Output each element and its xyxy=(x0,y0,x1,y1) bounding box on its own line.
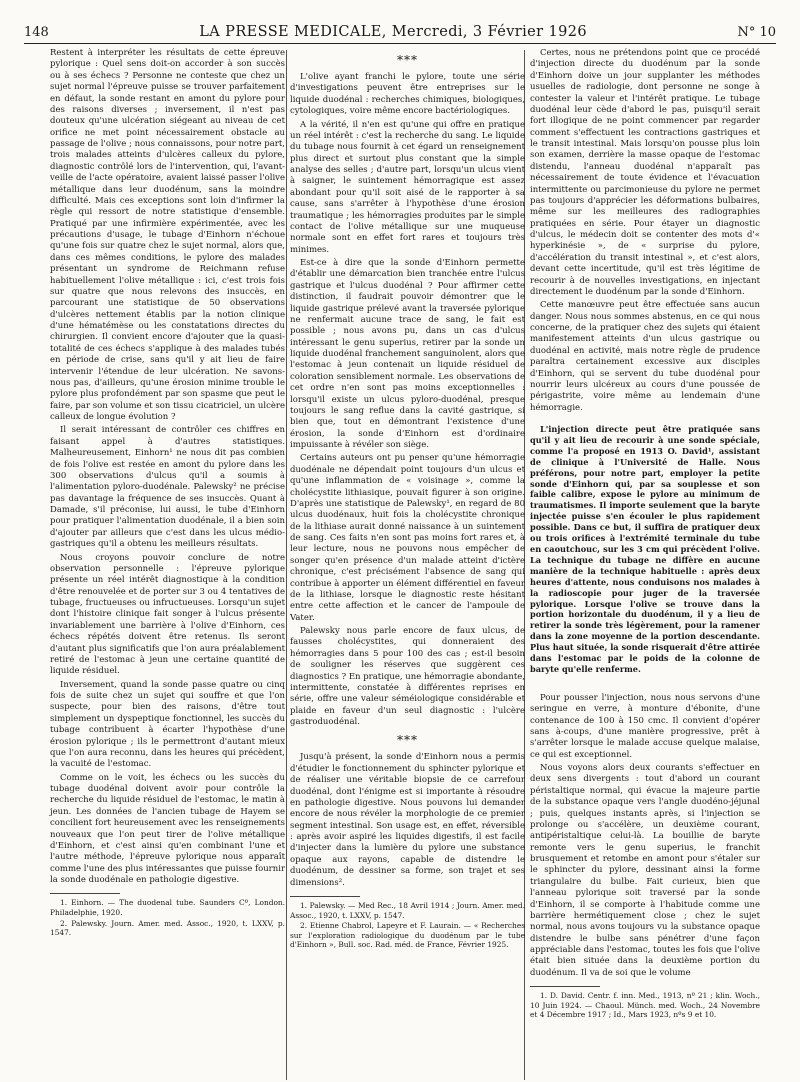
section-separator-stars: *** xyxy=(397,53,418,67)
footnote: 2. Palewsky. Journ. Amer. med. Assoc., 1920, t. LXXV, p. 1547. xyxy=(50,918,285,938)
paragraph: Nous voyons alors deux courants s'effectuer en deux sens divergents : tout d'abord un courant péristaltique normal, qui évacue la majeure partie de la substance opaque vers l'angle duodéno-jéjunal ; puis, quelques instants après, si l'injection se prolonge ou s'accélère, un deuxième courant, antipéristaltique celui-là. La bouillie de baryte remonte vers le genu superius, le franchit brusquement et retombe en amont pour s'étaler sur le sphincter du pylore, dessinant ainsi la forme triangulaire du bulbe. Fait curieux, bien que l'anneau pylorique soit traversé par la sonde d'Einhorn, il se comporte à l'habitude comme une barrière hermétiquement close ; chez le sujet normal, nous avons toujours vu la substance opaque distendre le bulbe sans pénétrer d'une façon appréciable dans l'estomac, toutes les fois que l'olive était bien située dans la deuxième portion du duodénum. Il va de soi que le volume xyxy=(530,763,760,978)
paragraph: A la vérité, il n'en est qu'une qui offre en pratique un réel intérêt : c'est la recherche du sang. Le liquide du tubage nous fournit à cet égard un renseignement plus direct et surtout plus constant que la simple analyse des selles ; d'autre part, lorsqu'un ulcus vient à saigner, le suintement hémorragique est assez abondant pour qu'il soit aisé de le rapporter à sa cause, sans s'arrêter à l'hypothèse d'une érosion traumatique ; les hémorragies produites par le simple contact de l'olive métallique sur une muqueuse normale sont en effet fort rares et toujours très minimes. xyxy=(290,119,525,255)
paragraph: Inversement, quand la sonde passe quatre ou cinq fois de suite chez un sujet qui souffre et que l'on suspecte, pour bien des raisons, d'être tout simplement un dyspeptique fonctionnel, les succès du tubage contribuent à écarter l'hypothèse d'une érosion pylorique ; ils le permettront d'autant mieux que l'on aura reconnu, dans les heures qui précèdent, la vacuité de l'estomac. xyxy=(50,679,285,770)
paragraph: Certains auteurs ont pu penser qu'une hémorragie duodénale ne dépendait point toujours d'un ulcus et qu'une inflammation de « voisinage », comme la cholécystite lithiasique, pouvait figurer à son origine. D'après une statistique de Palewsky¹, en regard de 80 ulcus duodénaux, huit fois la cholécystite chronique de la lithiase aurait donné naissance à un suintement de sang. Ces faits n'en sont pas moins fort rares et, à leur lecture, nous ne pouvons nous empêcher de songer qu'en présence d'un malade atteint d'ictère chronique, c'est précisément l'absence de sang qui contribue à apporter un élément différentiel en faveur de la lithiase, lorsque le diagnostic reste hésitant entre cette affection et le cancer de l'ampoule de Vater. xyxy=(290,453,525,623)
footnote: 1. Palewsky. — Med Rec., 18 Avril 1914 ; Journ. Amer. med. Assoc., 1920, t. LXXV, p. 1547. xyxy=(290,900,525,920)
paragraph: L'injection directe peut être pratiquée sans qu'il y ait lieu de recourir à une sonde spéciale, comme l'a proposé en 1913 O. David¹, assistant de clinique à l'Université de Halle. Nous préférons, pour notre part, employer la petite sonde d'Einhorn qui, par sa souplesse et son faible calibre, expose le pylore au minimum de traumatismes. Il importe seulement que la baryte injectée puisse s'en écouler le plus rapidement possible. Dans ce but, il suffira de pratiquer deux ou trois orifices à l'extrémité terminale du tube en caoutchouc, sur les 3 cm qui précèdent l'olive. La technique du tubage ne diffère en aucune manière de la technique habituelle : après deux heures d'attente, nous conduisons nos malades à la radioscopie pour juger de la traversée pylorique. Lorsque l'olive se trouve dans la portion horizontale du duodénum, il y a lieu de retirer la sonde très légèrement, pour la ramener dans la zone moyenne de la portion descendante. Plus haut située, la sonde risquerait d'être attirée dans l'estomac par le poids de la colonne de baryte qu'elle renferme. xyxy=(530,424,760,674)
section-separator-stars: *** xyxy=(397,733,418,748)
page-header xyxy=(24,12,776,44)
footnote: 1. D. David. Centr. f. inn. Med., 1913, nº 21 ; klin. Woch., 10 Juin 1924. — Chaoul. Münch. med. Woch., 24 Novembre et 4 Décembre 1917 ; Id., Mars 1923, nºs 9 et 10. xyxy=(530,991,760,1020)
footnotes xyxy=(290,901,525,950)
page-number: 148 xyxy=(24,25,49,40)
column-divider xyxy=(286,50,287,1080)
column-1 xyxy=(50,48,285,939)
paragraph: Cette manœuvre peut être effectuée sans aucun danger. Nous nous sommes abstenus, en ce qui nous concerne, de la pratiquer chez des sujets qui étaient manifestement atteints d'un ulcus gastrique ou duodénal en activité, mais notre règle de prudence paraîtra certainement excessive aux disciples d'Einhorn, qui se servent du tube duodénal pour nourrir leurs ulcéreux au cours d'une poussée de périgastrite, voire même au lendemain d'une hémorragie. xyxy=(530,300,760,413)
footnote-rule xyxy=(50,893,120,894)
paragraph: Il serait intéressant de contrôler ces chiffres en faisant appel à d'autres statistiques. Malheureusement, Einhorn¹ ne nous dit pas combien de fois l'olive est restée en amont du pylore dans les 300 observations d'ulcus qu'il a soumis à l'alimentation pyloro-duodénale. Palewsky² ne précise pas davantage la fréquence de ses insuccès. Quant à Damade, s'il préconise, lui aussi, le tube d'Einhorn pour pratiquer l'alimentation duodénale, il a bien soin d'ajouter par ailleurs que c'est dans les ulcus médio-gastriques qu'il a obtenu les meilleurs résultats. xyxy=(50,425,285,550)
paragraph: Jusqu'à présent, la sonde d'Einhorn nous a permis d'étudier le fonctionnement du sphincter pylorique et de réaliser une véritable biopsie de ce carrefour duodénal, dont l'énigme est si importante à résoudre en pathologie digestive. Nous pouvons lui demander encore de nous révéler la morphologie de ce premier segment intestinal. Son usage est, en effet, réversible : après avoir aspiré les liquides digestifs, il est facile d'injecter dans la lumière du pylore une substance opaque aux rayons, capable de distendre le duodénum, de dessiner sa forme, son trajet et ses dimensions². xyxy=(290,752,525,888)
footnote: 1. Einhorn. — The duodenal tube. Saunders Cº, London. Philadelphie, 1920. xyxy=(50,898,285,917)
paragraph: Comme on le voit, les échecs ou les succès du tubage duodénal doivent avoir pour contrôle la recherche du liquide résiduel de l'estomac, le matin à jeun. Les données de l'ancien tubage de Hayem se concilient fort heureusement avec les renseignements nouveaux que l'on peut tirer de l'olive métallique d'Einhorn, et c'est ainsi qu'en combinant l'une et l'autre méthode, l'épreuve pylorique nous apparaît comme l'une des plus intéressantes que puisse fournir la sonde duodénale en pathologie digestive. xyxy=(50,772,286,885)
footnote-rule xyxy=(290,896,360,897)
paragraph: Est-ce à dire que la sonde d'Einhorn permette d'établir une démarcation bien tranchée entre l'ulcus gastrique et l'ulcus duodénal ? Pour affirmer cette distinction, il faudrait pouvoir démontrer que le liquide gastrique prélevé avant la traversée pylorique ne renfermait aucune trace de sang, le fait est possible ; nous avons pu, dans un cas d'ulcus intéressant le genu superius, retirer par la sonde un liquide duodénal franchement sanguinolent, alors que l'estomac à jeun contenait un liquide résiduel de coloration sensiblement normale. Les observations de cet ordre n'en sont pas moins exceptionnelles : lorsqu'il existe un ulcus pyloro-duodénal, presque toujours le sang reflue dans la cavité gastrique, si bien que, tout en démontrant l'existence d'une érosion, la sonde d'Einhorn est d'ordinaire impuissante à révéler son siège. xyxy=(290,258,525,450)
paragraph: Palewsky nous parle encore de faux ulcus, de fausses cholécystites, qui donneraient des hémorragies dans 5 pour 100 des cas ; est-il besoin de souligner les réserves que suggèrent ces diagnostics ? En pratique, une hémorragie abondante, intermittente, constatée à différentes reprises en série, offre une valeur séméiologique considérable et plaide en faveur d'un seul diagnostic : l'ulcère gastroduodénal. xyxy=(290,626,525,727)
paragraph: Nous croyons pouvoir conclure de notre observation personnelle : l'épreuve pylorique présente un réel intérêt diagnostique à la condition d'être renouvelée et de porter sur 3 ou 4 tentatives de tubage, fructueuses ou infructueuses. Lorsqu'un sujet dont l'histoire clinique fait songer à l'ulcus présente invariablement une barrière à l'olive d'Einhorn, ces échecs répétés doivent être retenus. Ils seront d'autant plus significatifs que l'on aura préalablement retiré de l'estomac à jeun une certaine quantité de liquide résiduel. xyxy=(50,552,285,677)
spacer xyxy=(530,677,760,693)
technique-block xyxy=(530,424,760,675)
footnote-rule xyxy=(530,986,600,987)
column-3 xyxy=(530,48,760,1021)
spacer xyxy=(530,416,760,424)
column-2 xyxy=(290,48,525,951)
footnotes xyxy=(530,991,760,1020)
paragraph: Restent à interpréter les résultats de cette épreuve pylorique : Quel sens doit-on accorder à son succès ou à ses échecs ? Personne ne conteste que chez un sujet normal l'épreuve puisse se trouver parfaitement en défaut, la sonde restant en amont du pylore pour des raisons diverses ; inversement, il n'est pas douteux qu'une ulcération siégeant au niveau de cet orifice ne met point nécessairement obstacle au passage de l'olive ; nous connaissons, pour notre part, trois malades atteints d'ulcères calleux du pylore, diagnostic contrôlé lors de l'intervention, qui, l'avant-veille de l'acte opératoire, avaient laissé passer l'olive métallique dans leur duodénum, sans la moindre difficulté. Mais ces exceptions sont loin d'infirmer la règle qui ressort de notre statistique d'ensemble. Pratiqué par une infirmière expérimentée, avec les précautions d'usage, le tubage d'Einhorn n'échoue qu'une fois sur quatre chez le sujet normal, alors que, dans ces mêmes conditions, le pylore des malades présentant un syndrome de Reichmann refuse habituellement l'olive métallique : ici, c'est trois fois sur quatre que nous relevons des insuccès, en parcourant une statistique de 50 observations d'ulcères nettement établis par la notion clinique d'une hématémèse ou les constatations directes du chirurgien. Il convient encore d'ajouter que la quasi-totalité de ces échecs s'applique à des malades tubés en période de crise, sans qu'il y ait lieu de faire intervenir l'étendue de leur ulcération. Ne savons-nous pas, d'ailleurs, qu'une érosion minime trouble le pylore plus profondément par son spasme que peut le faire, par son volume et son tissu cicatriciel, un ulcère calleux de longue évolution ? xyxy=(50,48,285,422)
paragraph: Certes, nous ne prétendons point que ce procédé d'injection directe du duodénum par la sonde d'Einhorn doive un jour supplanter les méthodes usuelles de radiologie, dont personne ne songe à contester la valeur et l'intérêt pratique. Le tubage duodénal leur cède d'abord le pas, puisqu'il serait fort illogique de ne point commencer par regarder comment s'effectuent les contractions gastriques et le transit intestinal. Mais lorsqu'on pousse plus loin son examen, derrière la masse opaque de l'estomac distendu, l'anneau duodénal n'apparaît pas nécessairement de toute évidence et l'évacuation intermittente ou parcimonieuse du pylore ne permet pas toujours d'apprécier les déformations bulbaires, même sur les meilleures des radiographies pratiquées en série. Pour étayer un diagnostic d'ulcus, le médecin doit se contenter des mots d'« hyperkinésie », de « surprise du pylore, d'accélération du transit intestinal », et c'est alors, devant cette incertitude, qu'il est très légitime de recourir à de nouvelles investigations, en injectant directement le duodénum par la sonde d'Einhorn. xyxy=(530,48,760,297)
paragraph: Pour pousser l'injection, nous nous servons d'une seringue en verre, à monture d'ébonite, d'une contenance de 100 à 150 cmc. Il convient d'opérer sans à-coups, d'une manière progressive, prêt à s'arrêter lorsque le malade accuse quelque malaise, ce qui est exceptionnel. xyxy=(530,692,760,760)
footnote: 2. Etienne Chabrol, Lapeyre et F. Laurain. — « Recherches sur l'exploration radiologique du duodénum par le tube d'Einhorn », Bull. soc. Rad. méd. de France, Février 1925. xyxy=(290,921,525,950)
paragraph: L'olive ayant franchi le pylore, toute une série d'investigations peuvent être entreprises sur le liquide duodénal : recherches chimiques, biologiques, cytologiques, voire même encore bactériologiques. xyxy=(290,72,525,117)
footnotes xyxy=(50,898,285,938)
issue-number: N° 10 xyxy=(737,25,776,40)
journal-title: LA PRESSE MEDICALE, Mercredi, 3 Février 1926 xyxy=(199,24,588,40)
